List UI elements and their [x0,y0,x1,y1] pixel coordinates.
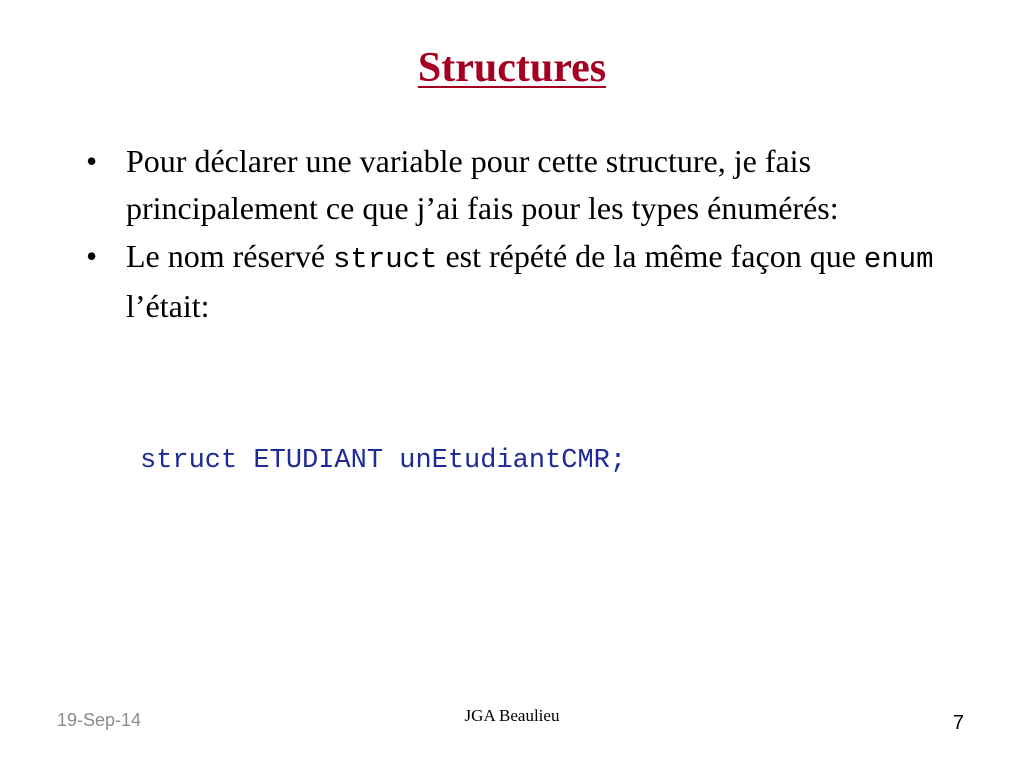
footer-author: JGA Beaulieu [464,706,560,725]
code-example: struct ETUDIANT unEtudiantCMR; [140,446,627,476]
bullet-text-part: Le nom réservé [126,238,334,274]
inline-code-enum: enum [863,243,934,276]
slide-title: Structures [417,45,607,91]
bullet-text: Pour déclarer une variable pour cette structure, je fais principalement ce que j’ai fais pour les types énumérés: [126,143,839,226]
inline-code-struct: struct [333,243,438,276]
bullet-item [86,233,946,330]
bullet-dot-icon: • [86,143,98,179]
bullet-text-part: est répété de la même façon que [437,238,864,274]
footer-date: 19-Sep-14 [57,710,142,730]
bullet-item [86,138,946,232]
bullet-list [86,138,946,331]
page-number: 7 [952,712,964,734]
bullet-text-part: l’était: [126,288,210,324]
bullet-dot-icon: • [86,238,98,274]
